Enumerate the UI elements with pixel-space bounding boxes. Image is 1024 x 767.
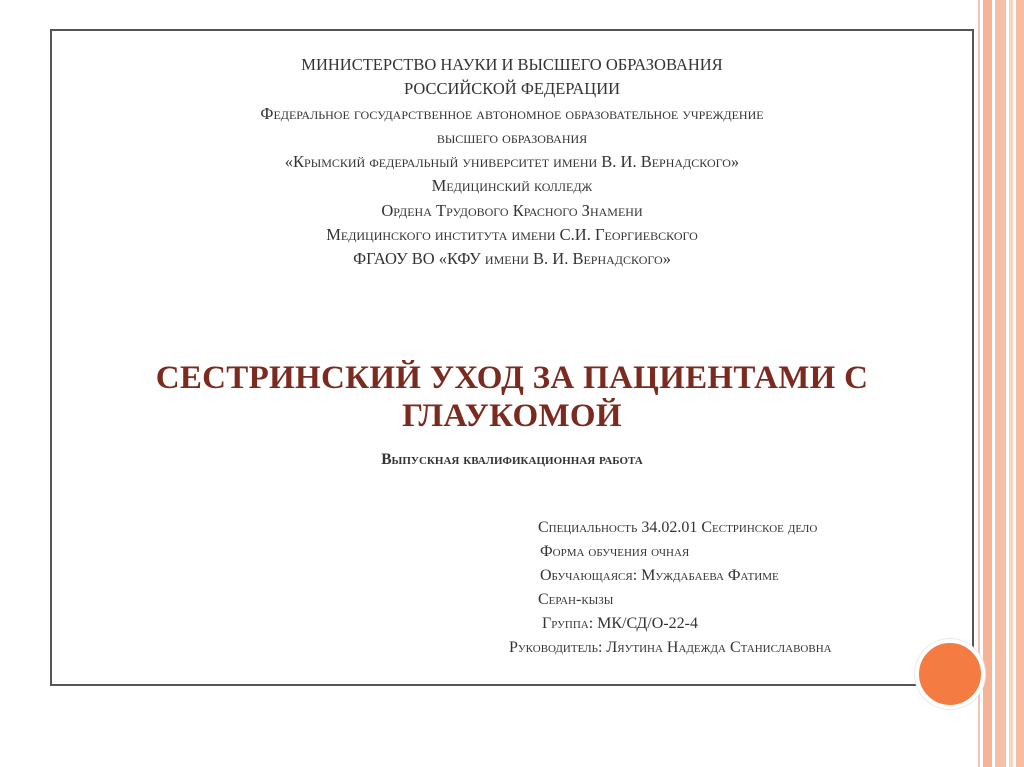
decorative-stripe — [1009, 0, 1013, 767]
author-details — [52, 31, 972, 684]
header-line-higher-education: высшего образования — [436, 127, 588, 147]
page-subtitle: Выпускная квалификационная работа — [381, 451, 643, 468]
header-line-institute: Медицинского института имени С.И. Георгиевского — [326, 225, 698, 245]
header-line-order: Ордена Трудового Красного Знамени — [381, 200, 643, 220]
title-line-2: ГЛАУКОМОЙ — [402, 398, 622, 434]
header-line-college: Медицинский колледж — [431, 176, 593, 196]
title-line-1: СЕСТРИНСКИЙ УХОД ЗА ПАЦИЕНТАМИ С — [155, 360, 869, 396]
decorative-stripe — [995, 0, 1006, 767]
decorative-circle — [915, 639, 985, 709]
study-form-text: Форма обучения очная — [540, 543, 690, 560]
student-cont-text: Серан-кызы — [538, 591, 614, 608]
header-line-federation: РОССИЙСКОЙ ФЕДЕРАЦИИ — [403, 79, 621, 99]
specialty-text: Специальность 34.02.01 Сестринское дело — [538, 519, 818, 536]
decorative-stripe — [983, 0, 992, 767]
header-line-institution-type: Федеральное государственное автономное образовательное учреждение — [260, 103, 764, 123]
supervisor-text: Руководитель: Ляутина Надежда Станиславовна — [509, 639, 832, 656]
decorative-stripe — [1016, 0, 1024, 767]
group-text: Группа: МК/СД/О-22-4 — [542, 615, 698, 632]
student-text: Обучающаяся: Муждабаева Фатиме — [540, 567, 779, 584]
header-line-fgaou: ФГАОУ ВО «КФУ имени В. И. Вернадского» — [353, 249, 671, 269]
header-line-university: «Крымский федеральный университет имени В. И. Вернадского» — [284, 152, 740, 172]
header-line-ministry: МИНИСТЕРСТВО НАУКИ И ВЫСШЕГО ОБРАЗОВАНИЯ — [301, 55, 723, 74]
decorative-stripe — [978, 0, 980, 767]
slide-frame — [50, 29, 974, 686]
